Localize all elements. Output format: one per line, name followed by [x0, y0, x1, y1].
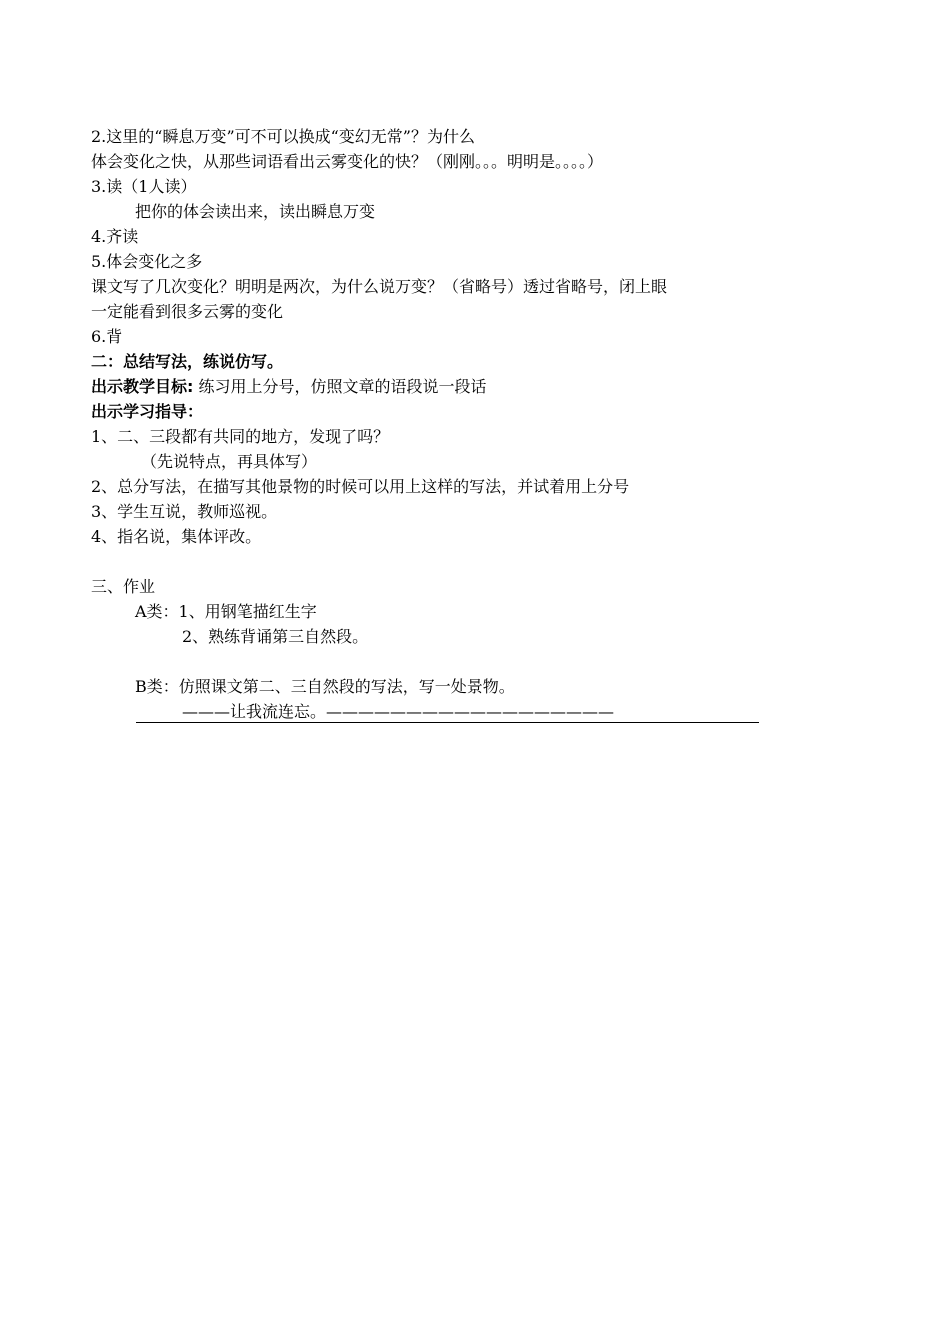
guide-item-3: 3、学生互说，教师巡视。: [91, 502, 278, 521]
section-3-heading: 三、作业: [91, 577, 156, 596]
guide-item-1-note: （先说特点，再具体写）: [141, 452, 318, 471]
teaching-goal-text: 练习用上分号，仿照文章的语段说一段话: [193, 377, 487, 396]
step-6-line: 6.背: [91, 327, 123, 346]
spacer: [91, 549, 771, 574]
homework-a-2: 2、熟练背诵第三自然段。: [182, 627, 369, 646]
writing-underline: [136, 722, 759, 723]
changes-continuation-line: 一定能看到很多云雾的变化: [91, 302, 284, 321]
step-4-line: 4.齐读: [91, 227, 139, 246]
teaching-goal-line: [91, 374, 771, 399]
question-2-line: 2.这里的“瞬息万变”可不可以换成“变幻无常”？为什么: [91, 127, 475, 146]
homework-b-blank-line: ———让我流连忘。——————————————————: [182, 702, 615, 721]
learning-guide-heading: 出示学习指导：: [91, 402, 204, 421]
guide-item-4: 4、指名说，集体评改。: [91, 527, 262, 546]
teaching-goal-label: 出示教学目标:: [91, 377, 194, 396]
guide-item-2: 2、总分写法，在描写其他景物的时候可以用上这样的写法，并试着用上分号: [91, 477, 630, 496]
change-speed-line: 体会变化之快，从那些词语看出云雾变化的快？（刚刚。。。明明是。。。。）: [91, 152, 604, 171]
spacer: [91, 649, 771, 674]
guide-item-1: 1、二、三段都有共同的地方，发现了吗？: [91, 427, 390, 446]
document-body: [91, 124, 771, 724]
homework-b: B类：仿照课文第二、三自然段的写法，写一处景物。: [135, 677, 515, 696]
read-feeling-line: 把你的体会读出来，读出瞬息万变: [135, 202, 376, 221]
step-3-read-line: 3.读（1人读）: [91, 177, 197, 196]
step-5-line: 5.体会变化之多: [91, 252, 203, 271]
section-2-heading: 二：总结写法，练说仿写。: [91, 352, 284, 371]
changes-question-line: 课文写了几次变化？明明是两次，为什么说万变？（省略号）透过省略号，闭上眼: [91, 277, 668, 296]
homework-a-1: A类：1、用钢笔描红生字: [135, 602, 317, 621]
